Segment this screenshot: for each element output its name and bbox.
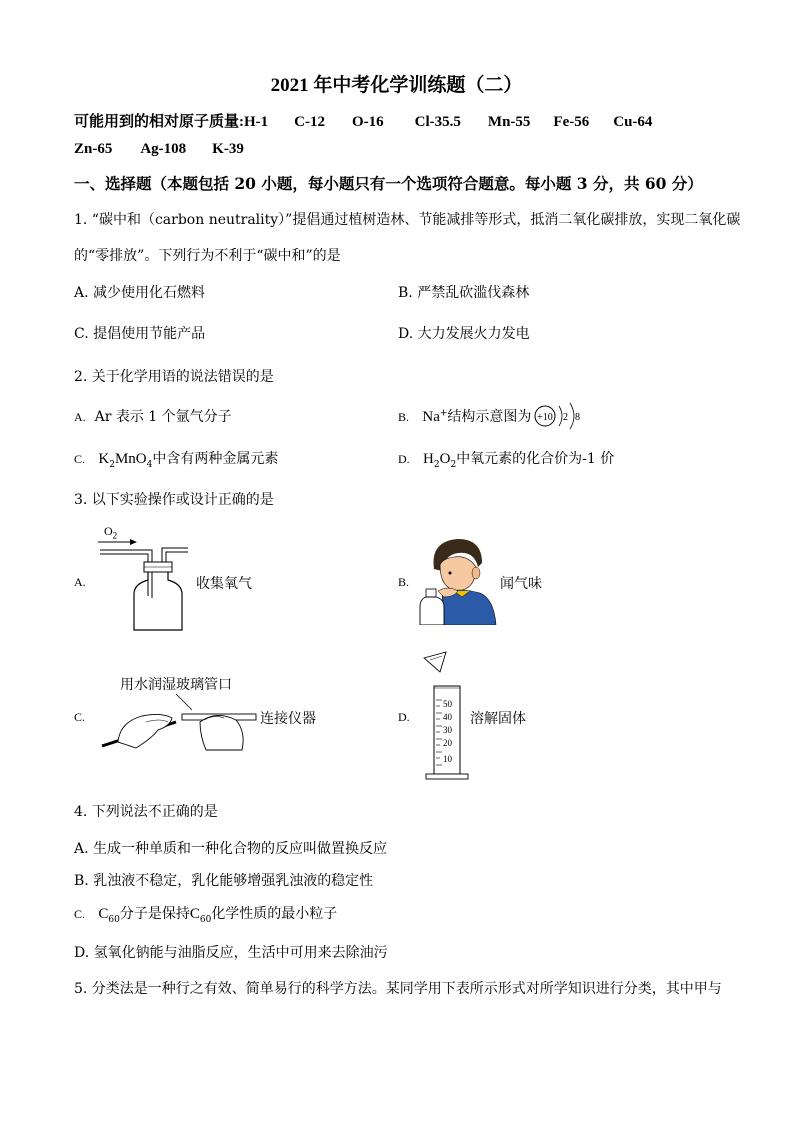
formula-sub: 2	[109, 459, 115, 470]
q2-c-text: 中含有两种金属元素	[152, 451, 279, 467]
formula-part: K	[98, 451, 110, 467]
q3-option-c-label[interactable]: C.	[74, 710, 86, 724]
formula-part: O	[439, 451, 451, 467]
atomic-mass: C-12	[294, 114, 325, 130]
atomic-mass: Mn-55	[487, 114, 531, 130]
cylinder-tick-label: 40	[443, 712, 452, 722]
option-label: C.	[74, 452, 86, 466]
option-label: C.	[74, 907, 86, 921]
q4-option-c[interactable]	[74, 903, 337, 925]
q4-c-mid: 分子是保持	[119, 906, 190, 922]
q2-option-a[interactable]	[74, 406, 232, 426]
q3-b-caption: 闻气味	[500, 576, 542, 592]
q2-option-b[interactable]	[398, 406, 531, 426]
o2-symbol: O	[104, 524, 113, 538]
q1-option-d[interactable]: D. 大力发展火力发电	[398, 326, 530, 342]
sodium-ion-structure-diagram	[532, 400, 588, 432]
measuring-cylinder-illustration	[420, 650, 476, 782]
atomic-mass: K-39	[212, 141, 244, 157]
atomic-masses-label: 可能用到的相对原子质量:	[74, 114, 244, 130]
smelling-boy-illustration	[418, 533, 498, 625]
atomic-masses-row1	[74, 110, 652, 131]
c60-symbol: C	[98, 906, 109, 922]
atomic-mass: H-1	[244, 114, 269, 130]
q4-stem: 4. 下列说法不正确的是	[74, 804, 218, 820]
c60-symbol: C	[189, 906, 200, 922]
q2-option-d[interactable]	[398, 448, 614, 470]
shell1-count: 2	[563, 412, 568, 423]
q2-a-text: Ar 表示 1 个氩气分子	[94, 409, 232, 425]
cylinder-tick-label: 50	[443, 699, 452, 709]
q4-option-d[interactable]: D. 氢氧化钠能与油脂反应，生活中可用来去除油污	[74, 945, 388, 961]
atomic-mass: O-16	[352, 114, 384, 130]
section-heading: 一、选择题（本题包括 20 小题，每小题只有一个选项符合题意。每小题 3 分，共 60 分）	[74, 174, 703, 193]
formula-sub: 2	[450, 459, 457, 470]
na-symbol: Na	[422, 409, 440, 425]
q1-stem-line2: 的“零排放”。下列行为不利于“碳中和”的是	[74, 248, 341, 264]
q1-option-b[interactable]: B. 严禁乱砍滥伐森林	[398, 285, 530, 301]
atomic-mass: Cl-35.5	[414, 114, 461, 130]
atomic-mass: Ag-108	[140, 141, 187, 157]
q2-b-text: 结构示意图为	[447, 409, 532, 425]
na-charge: +	[439, 408, 448, 419]
q3-a-caption: 收集氧气	[196, 576, 252, 592]
formula-part: H	[423, 451, 434, 467]
option-label: D.	[398, 452, 410, 466]
c60-sub: 60	[108, 914, 120, 925]
nucleus-charge: +10	[537, 412, 553, 423]
gas-collection-bottle-illustration	[92, 538, 192, 634]
q4-option-b[interactable]: B. 乳浊液不稳定，乳化能够增强乳浊液的稳定性	[74, 873, 374, 889]
q3-c-note: 用水润湿玻璃管口	[120, 677, 232, 693]
formula-sub: 2	[433, 459, 440, 470]
atomic-mass: Fe-56	[553, 114, 590, 130]
q3-stem: 3. 以下实验操作或设计正确的是	[74, 492, 274, 508]
q3-option-b-label[interactable]: B.	[398, 575, 410, 589]
q2-d-text: 中氧元素的化合价为-1 价	[456, 451, 615, 467]
atomic-mass: Cu-64	[613, 114, 653, 130]
q2-option-c[interactable]	[74, 448, 278, 470]
q3-option-a-label[interactable]: A.	[74, 575, 86, 589]
q1-option-a[interactable]: A. 减少使用化石燃料	[74, 285, 206, 301]
atomic-masses-row2	[74, 141, 244, 158]
o2-sub: 2	[112, 530, 118, 541]
q3-d-caption: 溶解固体	[470, 711, 526, 727]
q1-stem-line1: 1. “碳中和（carbon neutrality）”提倡通过植树造林、节能减排等形式，抵消二氧化碳排放，实现二氧化碳	[74, 212, 741, 228]
cylinder-tick-label: 20	[443, 738, 452, 748]
connecting-apparatus-illustration	[96, 692, 258, 752]
formula-sub: 4	[146, 459, 153, 470]
shell2-count: 8	[575, 412, 580, 423]
q5-stem: 5. 分类法是一种行之有效、简单易行的科学方法。某同学用下表所示形式对所学知识进行分类，其中甲与	[74, 981, 722, 997]
c60-sub: 60	[199, 914, 212, 925]
q1-option-c[interactable]: C. 提倡使用节能产品	[74, 326, 206, 342]
q3-c-caption: 连接仪器	[260, 711, 316, 727]
formula-part: MnO	[114, 451, 147, 467]
page-title: 2021 年中考化学训练题（二）	[270, 75, 523, 96]
q2-stem: 2. 关于化学用语的说法错误的是	[74, 369, 274, 385]
q4-option-a[interactable]: A. 生成一种单质和一种化合物的反应叫做置换反应	[74, 841, 388, 857]
q3-option-d-label[interactable]: D.	[398, 710, 410, 724]
option-label: B.	[398, 410, 410, 424]
cylinder-tick-label: 30	[443, 725, 452, 735]
cylinder-tick-label: 10	[443, 754, 452, 764]
q4-c-tail: 化学性质的最小粒子	[211, 906, 338, 922]
option-label: A.	[74, 410, 86, 424]
atomic-mass: Zn-65	[74, 141, 113, 157]
